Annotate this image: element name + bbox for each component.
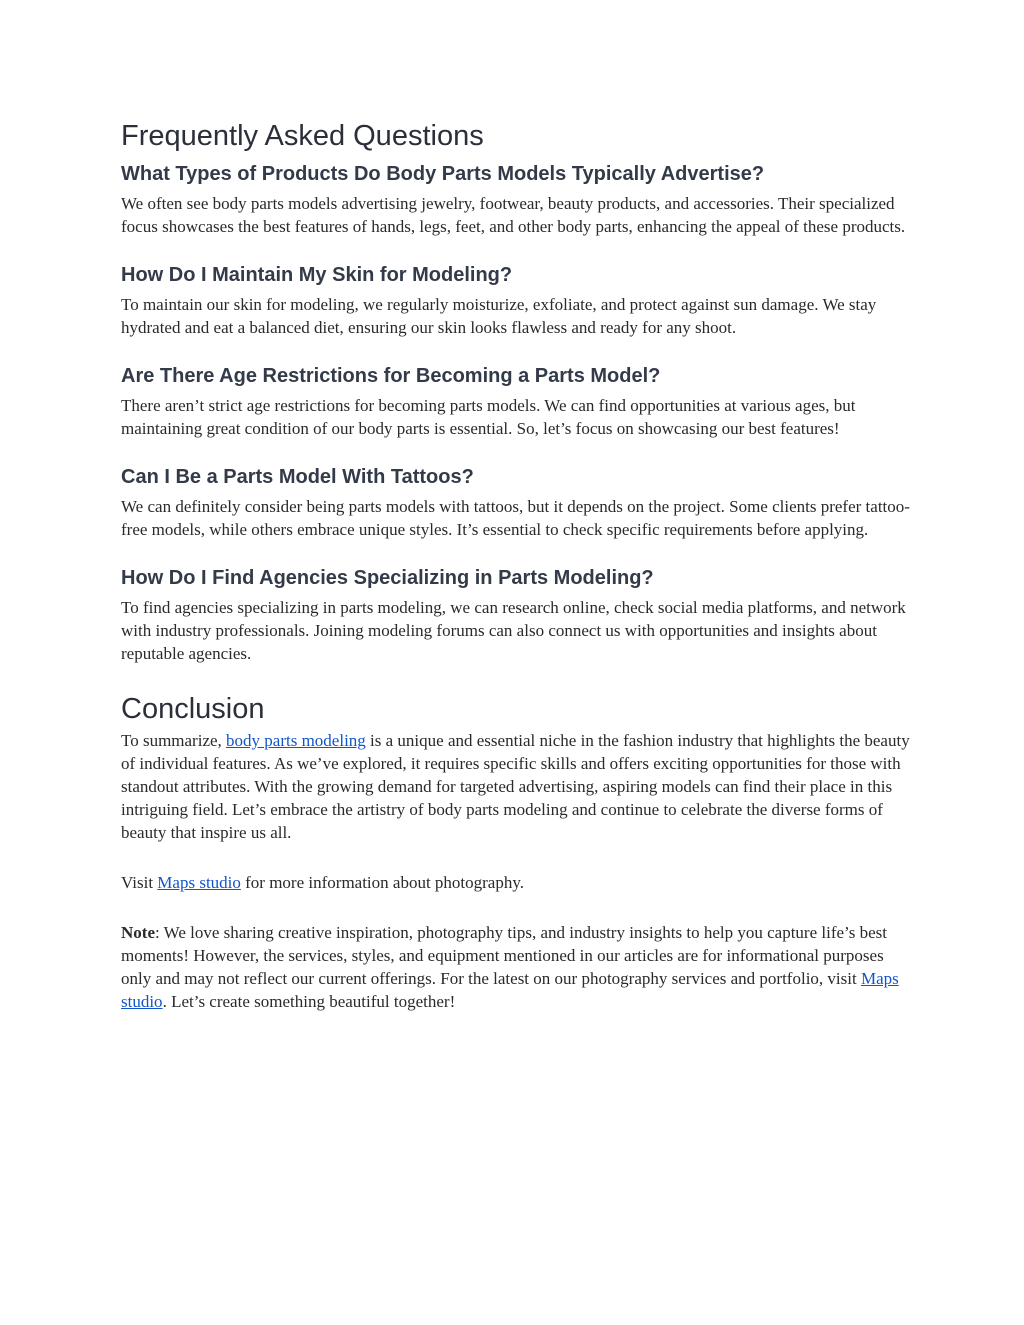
faq-answer: We can definitely consider being parts models with tattoos, but it depends on the project. Some clients prefer tattoo-free models, while others embrace unique styles. It’s essential to check specific requirements before applying. [121,497,910,539]
visit-text-start: Visit [121,873,158,892]
faq-answer: To find agencies specializing in parts modeling, we can research online, check social media platforms, and network with industry professionals. Joining modeling forums can also connect us with opportunities and insights about reputable agencies. [121,598,906,663]
note-paragraph [121,921,911,1013]
faq-item [121,363,911,440]
faq-answer: There aren’t strict age restrictions for becoming parts models. We can find opportunities at various ages, but maintaining great condition of our body parts is essential. So, let’s focus on showcasing our best features! [121,396,856,438]
conclusion-text-start: To summarize, [121,731,227,750]
body-parts-modeling-link[interactable]: body parts modeling [226,731,366,750]
document-page [121,118,911,1013]
conclusion-title: Conclusion [121,693,265,725]
faq-item [121,565,911,665]
faq-answer: We often see body parts models advertising jewelry, footwear, beauty products, and accessories. Their specialized focus showcases the best features of hands, legs, feet, and other body parts, enhancing the appeal of these products. [121,194,906,236]
note-text-end: . Let’s create something beautiful together! [162,992,456,1011]
faq-title: Frequently Asked Questions [121,120,484,152]
visit-text-end: for more information about photography. [240,873,524,892]
visit-paragraph [121,871,911,894]
faq-question: How Do I Maintain My Skin for Modeling? [121,264,513,286]
faq-answer: To maintain our skin for modeling, we regularly moisturize, exfoliate, and protect against sun damage. We stay hydrated and eat a balanced diet, ensuring our skin looks flawless and ready for any shoot. [121,295,877,337]
faq-item [121,262,911,339]
faq-question: What Types of Products Do Body Parts Models Typically Advertise? [121,163,765,185]
conclusion-paragraph [121,729,911,844]
maps-studio-note-link[interactable]: Maps studio [121,969,899,1011]
faq-question: Are There Age Restrictions for Becoming a Parts Model? [121,365,661,387]
conclusion-text-rest: is a unique and essential niche in the fashion industry that highlights the beauty of individual features. As we’ve explored, it requires specific skills and offers exciting opportunities for those with standout attributes. With the growing demand for targeted advertising, aspiring models can find their place in this intriguing field. Let’s embrace the artistry of body parts modeling and continue to celebrate the diverse forms of beauty that inspire us all. [121,731,910,842]
maps-studio-link[interactable]: Maps studio [157,873,241,892]
faq-question: Can I Be a Parts Model With Tattoos? [121,466,474,488]
note-text: : We love sharing creative inspiration, photography tips, and industry insights to help you capture life’s best moments! However, the services, styles, and equipment mentioned in our articles are for informational purposes only and may not reflect our current offerings. For the latest on our photography services and portfolio, visit [121,923,887,988]
faq-item [121,464,911,541]
note-label: Note [121,923,155,942]
faq-item [121,161,911,238]
faq-question: How Do I Find Agencies Specializing in Parts Modeling? [121,567,654,589]
